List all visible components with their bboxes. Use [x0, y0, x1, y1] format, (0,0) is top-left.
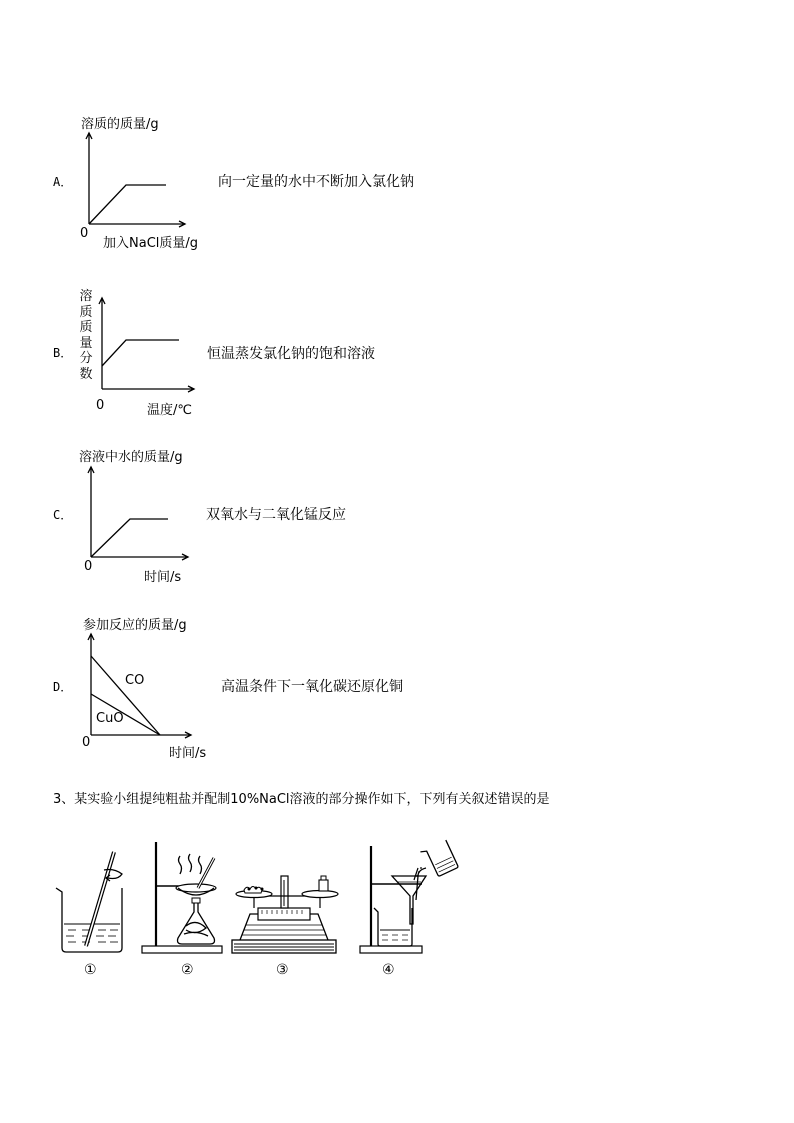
option-c-label: C．	[53, 508, 73, 522]
option-b-xlabel: 温度/℃	[147, 403, 192, 418]
option-b-label: B．	[53, 346, 73, 360]
option-b-ylabel	[78, 289, 94, 382]
option-d-xlabel: 时间/s	[169, 746, 207, 761]
option-c-ylabel: 溶液中水的质量/g	[79, 450, 183, 465]
option-c-description: 双氧水与二氧化锰反应	[206, 507, 346, 523]
option-b-ylabel-char: 质	[79, 304, 93, 320]
option-b-ylabel-char: 量	[79, 335, 93, 351]
figure-label-1: ①	[84, 962, 97, 978]
option-b-ylabel-char: 质	[79, 320, 93, 335]
option-b-ylabel-char: 数	[79, 366, 93, 382]
option-d-series-cuo: CuO	[96, 711, 124, 726]
option-a-origin: 0	[80, 226, 89, 241]
figure-label-3: ③	[276, 962, 289, 978]
option-b-origin: 0	[96, 398, 105, 413]
option-d-ylabel: 参加反应的质量/g	[83, 618, 187, 633]
option-c-xlabel: 时间/s	[144, 570, 182, 585]
option-d-origin: 0	[82, 735, 91, 750]
option-a-xlabel: 加入NaCl质量/g	[103, 236, 199, 251]
option-a-description: 向一定量的水中不断加入氯化钠	[218, 174, 414, 190]
option-b-ylabel-char: 分	[79, 351, 93, 366]
figure-label-2: ②	[181, 962, 194, 978]
question-3-text: 3、某实验小组提纯粗盐并配制10%NaCl溶液的部分操作如下，下列有关叙述错误的是	[53, 792, 550, 807]
option-c-origin: 0	[84, 559, 93, 574]
option-a-ylabel: 溶质的质量/g	[81, 117, 159, 132]
option-d-series-co: CO	[125, 673, 145, 688]
option-b-ylabel-char: 溶	[79, 289, 93, 304]
option-a-label: A．	[53, 175, 73, 189]
filtration-icon	[0, 0, 1, 1]
option-d-description: 高温条件下一氧化碳还原化铜	[221, 679, 403, 695]
option-d-label: D．	[53, 680, 73, 694]
figure-label-4: ④	[382, 962, 395, 978]
option-b-description: 恒温蒸发氯化钠的饱和溶液	[207, 346, 375, 362]
